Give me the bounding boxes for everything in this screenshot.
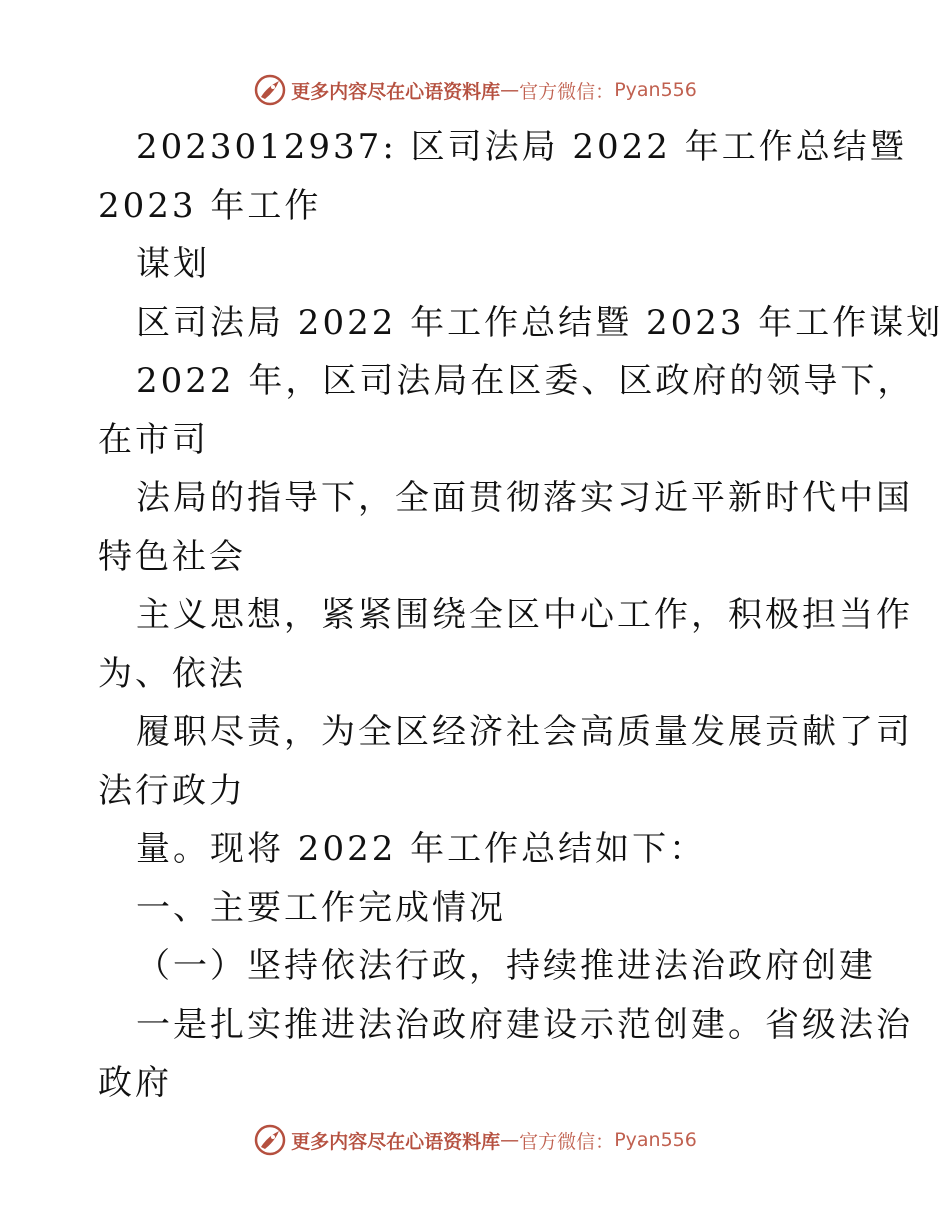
document-line: 为、依法 [98,653,246,694]
document-body [98,118,944,1113]
watermark-text: 更多内容尽在心语资料库 [291,1130,501,1153]
document-line: 2023012937: 区司法局 2022 年工作总结暨 [136,127,907,167]
document-line: 区司法局 2022 年工作总结暨 2023 年工作谋划 [136,302,944,343]
watermark-banner-top [0,70,950,110]
document-line: 谋划 [136,244,210,284]
document-line: 法行政力 [98,770,246,811]
watermark-contact-label: 官方微信： [519,80,615,103]
watermark-dash: — [500,1129,520,1151]
watermark-contact-id: Pyan556 [614,79,697,101]
document-line: 履职尽责，为全区经济社会高质量发展贡献了司 [136,712,913,752]
pen-nib-circle-icon [253,73,287,107]
document-line: （一）坚持依法行政，持续推进法治政府创建 [136,946,876,986]
watermark-banner-bottom [0,1120,950,1160]
watermark-contact-label: 官方微信： [519,1130,615,1153]
watermark-text: 更多内容尽在心语资料库 [291,80,501,103]
document-line: 主义思想，紧紧围绕全区中心工作，积极担当作 [136,595,913,635]
watermark-dash: — [500,79,520,101]
document-line: 一、主要工作完成情况 [136,887,506,928]
watermark-contact-id: Pyan556 [614,1129,697,1151]
document-line: 特色社会 [98,536,246,577]
document-line: 一是扎实推进法治政府建设示范创建。省级法治 [136,1004,913,1045]
pen-nib-circle-icon [253,1123,287,1157]
document-line: 政府 [98,1063,172,1103]
document-line: 在市司 [98,419,209,460]
document-line: 2022 年，区司法局在区委、区政府的领导下， [136,361,915,401]
document-line: 量。现将 2022 年工作总结如下： [136,829,707,869]
document-line: 法局的指导下，全面贯彻落实习近平新时代中国 [136,478,913,518]
document-line: 2023 年工作 [98,185,322,226]
